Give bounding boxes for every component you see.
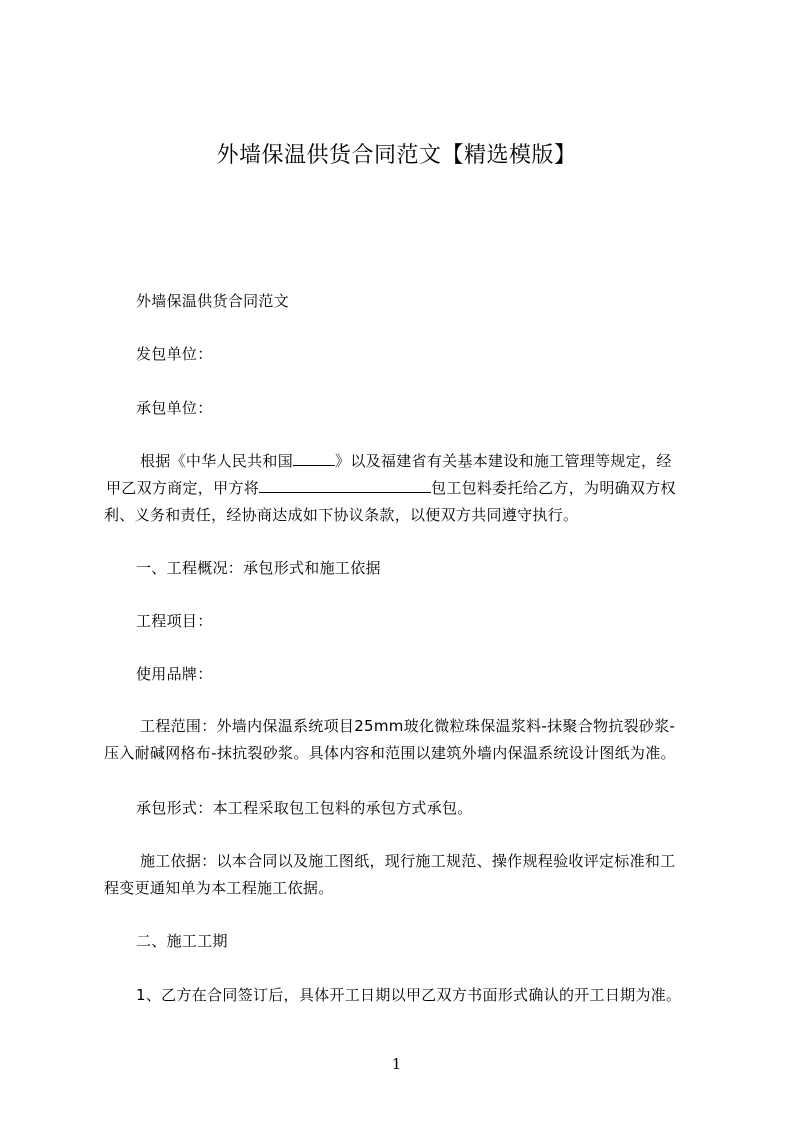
brand-label: 使用品牌： xyxy=(136,665,213,683)
employer-label: 发包单位： xyxy=(136,345,213,363)
scope-paragraph xyxy=(104,713,714,767)
project-label: 工程项目： xyxy=(136,612,213,630)
basis-line-1: 施工依据：以本合同以及施工图纸，现行施工规范、操作规程验收评定标准和工 xyxy=(140,852,676,870)
scope-line-1: 工程范围：外墙内保温系统项目25mm玻化微粒珠保温浆料-抹聚合物抗裂砂浆- xyxy=(140,717,676,735)
subtitle: 外墙保温供货合同范文 xyxy=(136,292,290,310)
page-number: 1 xyxy=(391,1055,402,1073)
basis-line-2: 程变更通知单为本工程施工依据。 xyxy=(104,879,334,897)
clause-1: 1、乙方在合同签订后，具体开工日期以甲乙双方书面形式确认的开工日期为准。 xyxy=(136,986,682,1004)
contractor-label: 承包单位： xyxy=(136,399,213,417)
intro-paragraph xyxy=(104,448,714,529)
document-title: 外墙保温供货合同范文【精选模版】 xyxy=(216,143,577,168)
blank-field xyxy=(293,451,335,466)
section-1-heading: 一、工程概况：承包形式和施工依据 xyxy=(136,559,381,577)
intro-line-3: 利、义务和责任，经协商达成如下协议条款，以便双方共同遵守执行。 xyxy=(104,506,579,524)
blank-field xyxy=(259,478,431,493)
basis-paragraph xyxy=(104,848,714,902)
intro-line-1: 根据《中华人民共和国 》以及福建省有关基本建设和施工管理等规定，经 xyxy=(140,452,672,470)
scope-line-2: 压入耐碱网格布-抹抗裂砂浆。具体内容和范围以建筑外墙内保温系统设计图纸为准。 xyxy=(104,744,676,762)
intro-line-2: 甲乙双方商定，甲方将 包工包料委托给乙方，为明确双方权 xyxy=(106,479,676,497)
contract-form: 承包形式：本工程采取包工包料的承包方式承包。 xyxy=(136,799,473,817)
section-2-heading: 二、施工工期 xyxy=(136,932,228,950)
